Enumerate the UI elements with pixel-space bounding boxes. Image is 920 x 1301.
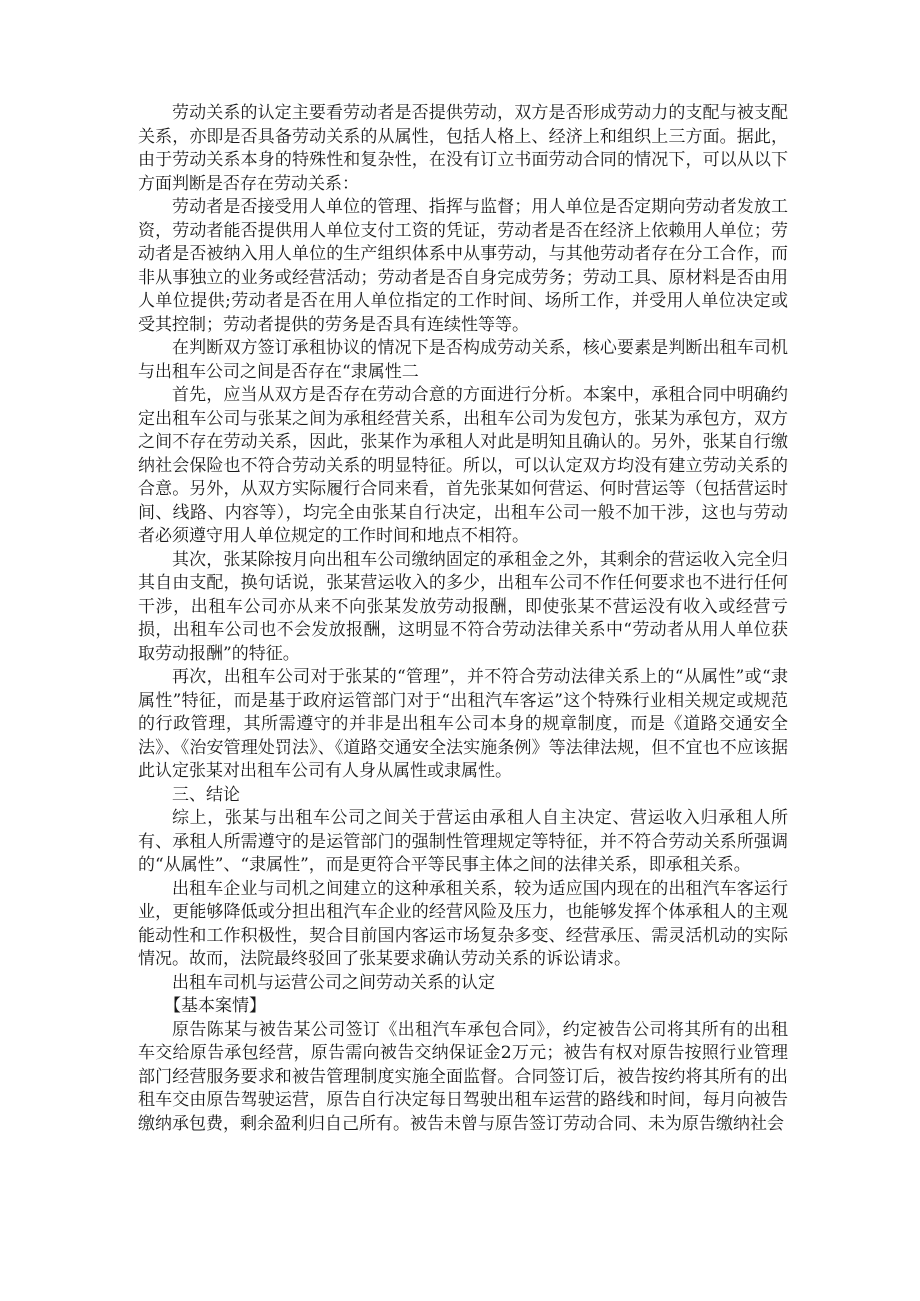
- paragraph-case-facts: 原告陈某与被告某公司签订《出租汽车承包合同》，约定被告公司将其所有的出租车交给原告承包经营，原告需向被告交纳保证金2万元；被告有权对原告按照行业管理部门经营服务要求和被告管理制度实施全面监督。合同签订后，被告按约将其所有的出租车交由原告驾驶运营，原告自行决定每日驾驶出租车运营的路线和时间，每月向被告缴纳承包费，剩余盈利归自己所有。被告未曾与原告签订劳动合同、未为原告缴纳社会: [138, 1019, 788, 1134]
- paragraph-first-analysis: 首先，应当从双方是否存在劳动合意的方面进行分析。本案中，承租合同中明确约定出租车公司与张某之间为承租经营关系，出租车公司为发包方，张某为承包方，双方之间不存在劳动关系，因此，张某作为承租人对此是明知且确认的。另外，张某自行缴纳社会保险也不符合劳动关系的明显特征。所以，可以认定双方均没有建立劳动关系的合意。另外，从双方实际履行合同来看，首先张某如何营运、何时营运等（包括营运时间、线路、内容等），均完全由张某自行决定，出租车公司一般不加干涉，这也与劳动者必须遵守用人单位规定的工作时间和地点不相符。: [138, 385, 788, 546]
- section-heading-conclusion: 三、结论: [172, 784, 240, 805]
- paragraph-conclusion-outcome: 出租车企业与司机之间建立的这种承租关系，较为适应国内现在的出租汽车客运行业，更能够降低或分担出租汽车企业的经营风险及压力，也能够发挥个体承租人的主观能动性和工作积极性，契合目前国内客运市场复杂多变、经营承压、需灵活机动的实际情况。故而，法院最终驳回了张某要求确认劳动关系的诉讼请求。: [138, 878, 788, 969]
- document-page: [138, 102, 788, 1136]
- paragraph-judgment-criteria: 劳动者是否接受用人单位的管理、指挥与监督；用人单位是否定期向劳动者发放工资，劳动者能否提供用人单位支付工资的凭证，劳动者是否在经济上依赖用人单位；劳动者是否被纳入用人单位的生产组织体系中从事劳动，与其他劳动者存在分工合作，而非从事独立的业务或经营活动；劳动者是否自身完成劳务；劳动工具、原材料是否由用人单位提供;劳动者是否在用人单位指定的工作时间、场所工作，并受用人单位决定或受其控制；劳动者提供的劳务是否具有连续性等等。: [138, 197, 788, 335]
- paragraph-core-element: 在判断双方签订承租协议的情况下是否构成劳动关系，核心要素是判断出租车司机与出租车公司之间是否存在“隶属性二: [138, 338, 788, 382]
- case-title: 出租车司机与运营公司之间劳动关系的认定: [172, 972, 495, 993]
- case-facts-heading: 【基本案情】: [164, 996, 266, 1016]
- paragraph-labor-relation-definition: 劳动关系的认定主要看劳动者是否提供劳动，双方是否形成劳动力的支配与被支配关系，亦即是否具备劳动关系的从属性，包括人格上、经济上和组织上三方面。据此，由于劳动关系本身的特殊性和复杂性，在没有订立书面劳动合同的情况下，可以从以下方面判断是否存在劳动关系：: [138, 103, 788, 194]
- paragraph-conclusion-summary: 综上，张某与出租车公司之间关于营运由承租人自主决定、营运收入归承租人所有、承租人所需遵守的是运管部门的强制性管理规定等特征，并不符合劳动关系所强调的“从属性”、“隶属性”，而是更符合平等民事主体之间的法律关系，即承租关系。: [138, 808, 788, 875]
- paragraph-third-analysis: 再次，出租车公司对于张某的“管理”，并不符合劳动法律关系上的“从属性”或“隶属性”特征，而是基于政府运管部门对于“出租汽车客运”这个特殊行业相关规定或规范的行政管理，其所需遵守的并非是出租车公司本身的规章制度，而是《道路交通安全法》、《治安管理处罚法》、《道路交通安全法实施条例》等法律法规，但不宜也不应该据此认定张某对出租车公司有人身从属性或隶属性。: [138, 667, 788, 781]
- paragraph-second-analysis: 其次，张某除按月向出租车公司缴纳固定的承租金之外，其剩余的营运收入完全归其自由支配，换句话说，张某营运收入的多少，出租车公司不作任何要求也不进行任何干涉，出租车公司亦从来不向张某发放劳动报酬，即使张某不营运没有收入或经营亏损，出租车公司也不会发放报酬，这明显不符合劳动法律关系中“劳动者从用人单位获取劳动报酬”的特征。: [138, 549, 788, 664]
